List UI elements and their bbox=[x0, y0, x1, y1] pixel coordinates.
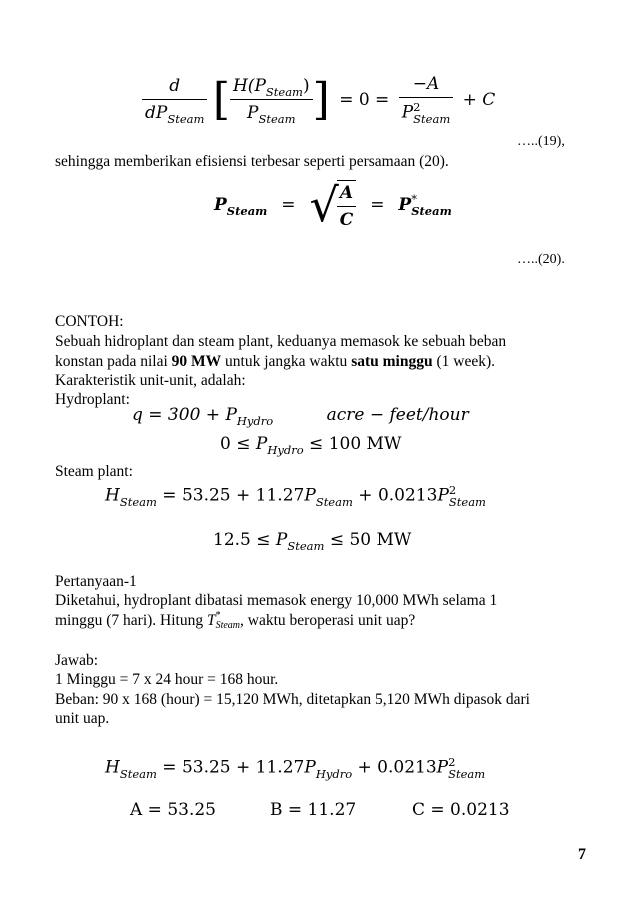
steam-subscript: Steam bbox=[315, 494, 353, 509]
square-exp: 2 bbox=[448, 755, 456, 769]
question-line-1: Diketahui, hydroplant dibatasi memasok energy 10,000 MWh selama 1 bbox=[55, 592, 498, 609]
hydro-subscript: Hydro bbox=[236, 414, 274, 428]
question-line-2 bbox=[55, 611, 415, 631]
P-symbol: P bbox=[255, 434, 268, 454]
equation-19-label: …..(19), bbox=[517, 134, 565, 149]
steam-limit bbox=[213, 530, 412, 553]
square-exp: 2 bbox=[448, 483, 457, 497]
steam-subscript: Steam bbox=[215, 620, 241, 632]
hydro-subscript: Hydro bbox=[315, 766, 353, 781]
P-symbol: P bbox=[437, 485, 449, 506]
P-symbol: P bbox=[247, 103, 259, 123]
ratio-fraction bbox=[230, 76, 313, 126]
upper-bound: ≤ 50 MW bbox=[324, 530, 412, 550]
contoh-line-3: Karakteristik unit-unit, adalah: bbox=[55, 372, 246, 389]
steam-subscript: Steam bbox=[119, 494, 157, 509]
P-symbol: P bbox=[304, 757, 316, 778]
hydro-limit bbox=[220, 434, 402, 457]
constant-A: A = 53.25 bbox=[130, 800, 216, 820]
answer-line-2: Beban: 90 x 168 (hour) = 15,120 MWh, ditetapkan 5,120 MWh dipasok dari bbox=[55, 691, 530, 708]
d-symbol: d bbox=[169, 76, 181, 96]
equals-sign: = bbox=[370, 195, 385, 215]
P-symbol: P bbox=[225, 405, 237, 425]
question-title: Pertanyaan-1 bbox=[55, 573, 137, 590]
steam-equation bbox=[105, 484, 486, 508]
P-symbol: P bbox=[275, 530, 288, 550]
duration-value: satu minggu bbox=[351, 353, 433, 370]
answer-line-3: unit uap. bbox=[55, 710, 110, 727]
steam-subscript: Steam bbox=[258, 112, 296, 126]
neg-A: −A bbox=[412, 74, 440, 94]
A-symbol: A bbox=[339, 183, 354, 203]
final-equation bbox=[105, 756, 485, 780]
text-fragment: (1 week). bbox=[432, 353, 495, 370]
plus-C: + C bbox=[462, 89, 496, 110]
coeff-text: = 53.25 + 11.27 bbox=[156, 757, 305, 778]
constant-B: B = 11.27 bbox=[270, 800, 357, 820]
unit-text: acre − feet/hour bbox=[326, 405, 469, 425]
answer-title: Jawab: bbox=[55, 652, 99, 669]
lower-bound: 0 ≤ bbox=[220, 434, 256, 454]
equation-20-label: …..(20). bbox=[517, 252, 565, 267]
equation-19 bbox=[142, 74, 495, 125]
star-exp: * bbox=[215, 610, 221, 622]
P-symbol: P bbox=[401, 102, 414, 123]
H-of-P: H(P bbox=[232, 76, 266, 96]
steam-subscript: Steam bbox=[119, 766, 157, 781]
steam-subscript: Steam bbox=[226, 203, 268, 218]
text-fragment: konstan pada nilai bbox=[55, 353, 172, 370]
sup-sub bbox=[216, 611, 240, 631]
C-symbol: C bbox=[337, 206, 357, 230]
dP-symbol: dP bbox=[145, 103, 168, 123]
steam-subscript: Steam bbox=[167, 112, 205, 126]
P-symbol: P bbox=[304, 485, 316, 506]
text-fragment: , waktu beroperasi unit uap? bbox=[240, 612, 416, 629]
coeff-text: = 53.25 + 11.27 bbox=[156, 485, 305, 506]
load-value: 90 MW bbox=[171, 353, 222, 370]
hydro-equation bbox=[132, 405, 469, 428]
hydroplant-label: Hydroplant: bbox=[55, 391, 130, 408]
star-exp: * bbox=[411, 192, 417, 206]
coeff-text: + 0.0213 bbox=[352, 485, 438, 506]
A-over-C bbox=[337, 180, 357, 230]
sqrt-sign: √ bbox=[309, 178, 339, 232]
text-fragment: minggu (7 hari). Hitung bbox=[55, 612, 207, 629]
q-lhs: q = 300 + bbox=[132, 405, 226, 425]
answer-line-1: 1 Minggu = 7 x 24 hour = 168 hour. bbox=[55, 671, 279, 688]
page-number: 7 bbox=[578, 846, 586, 863]
steam-subscript: Steam bbox=[413, 112, 451, 126]
P-symbol: P bbox=[398, 195, 412, 215]
steam-plant-label: Steam plant: bbox=[55, 463, 133, 480]
equation-20 bbox=[214, 180, 452, 230]
contoh-line-1: Sebuah hidroplant dan steam plant, keduanya memasok ke sebuah beban bbox=[55, 333, 507, 350]
steam-subscript: Steam bbox=[265, 85, 303, 99]
left-bracket: [ bbox=[212, 74, 230, 125]
square-exp: 2 bbox=[413, 100, 421, 114]
right-bracket: ] bbox=[312, 74, 330, 125]
steam-subscript: Steam bbox=[411, 204, 452, 218]
steam-subscript: Steam bbox=[287, 539, 325, 553]
equals-sign: = bbox=[281, 195, 296, 215]
H-symbol: H bbox=[105, 485, 120, 506]
contoh-line-2 bbox=[55, 352, 495, 372]
T-symbol: T bbox=[206, 612, 216, 629]
P-symbol: P bbox=[214, 195, 227, 215]
upper-bound: ≤ 100 MW bbox=[303, 434, 402, 454]
paragraph-efficiency: sehingga memberikan efisiensi terbesar seperti persamaan (20). bbox=[55, 153, 449, 170]
equals-zero: = 0 = bbox=[339, 89, 390, 110]
neg-A-fraction bbox=[399, 74, 454, 125]
contoh-heading: CONTOH: bbox=[55, 313, 124, 330]
sup-sub bbox=[449, 484, 486, 508]
close-paren: ) bbox=[302, 76, 310, 96]
constant-C: C = 0.0213 bbox=[412, 800, 510, 820]
hydro-subscript: Hydro bbox=[267, 443, 304, 457]
H-symbol: H bbox=[105, 757, 120, 778]
P-symbol: P bbox=[436, 757, 449, 778]
steam-subscript: Steam bbox=[448, 767, 486, 781]
text-fragment: untuk jangka waktu bbox=[221, 353, 352, 370]
sup-sub bbox=[413, 101, 450, 125]
lower-bound: 12.5 ≤ bbox=[213, 530, 276, 550]
coeff-text: + 0.0213 bbox=[352, 757, 437, 778]
steam-subscript: Steam bbox=[448, 495, 486, 509]
sup-sub bbox=[448, 756, 485, 780]
derivative-fraction bbox=[142, 76, 207, 126]
sup-sub bbox=[411, 193, 452, 217]
